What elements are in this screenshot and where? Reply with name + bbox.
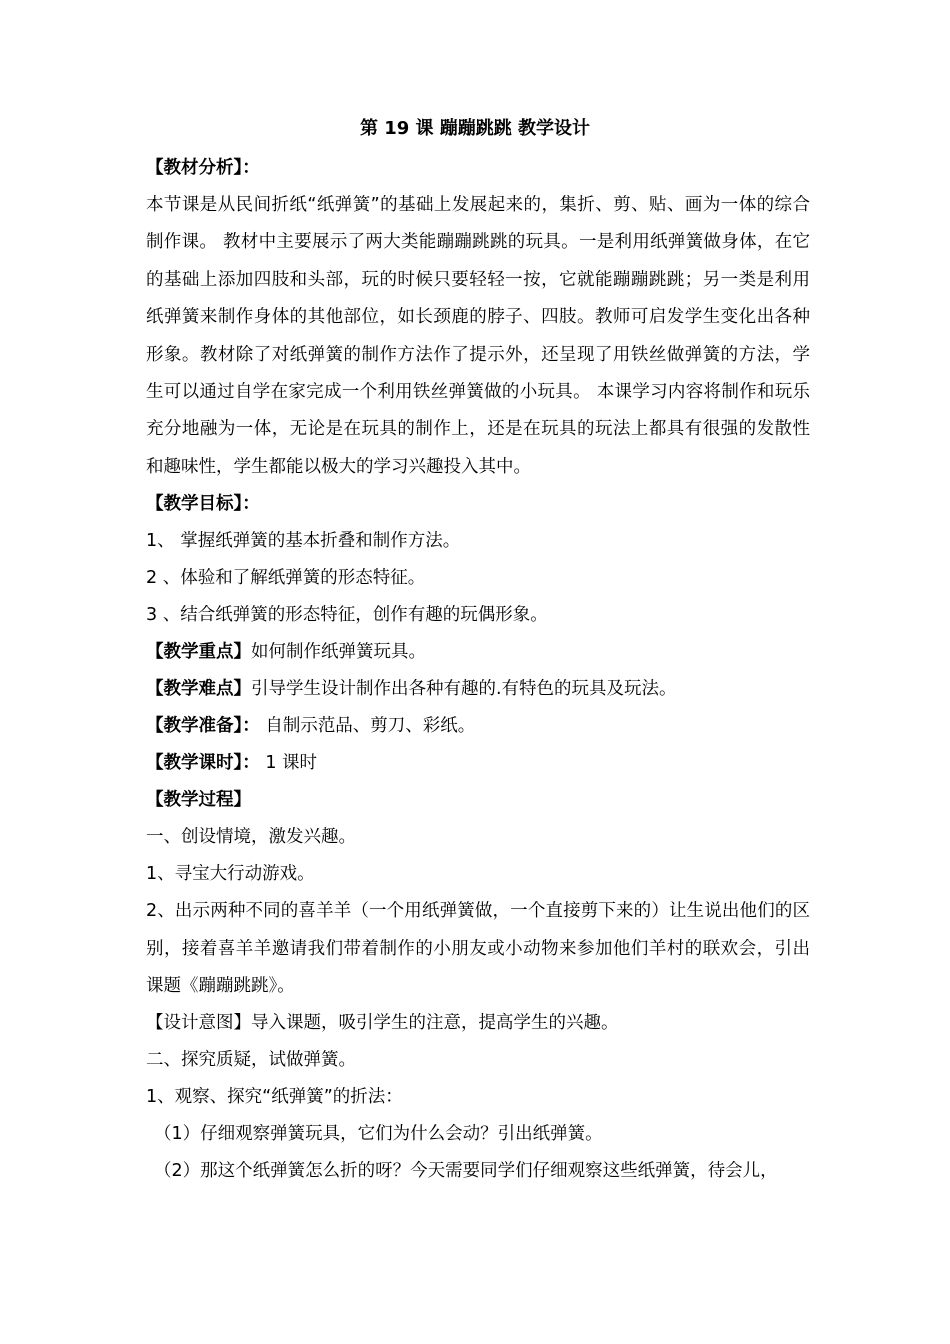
difficulty-row (146, 671, 810, 708)
preparation-label: 【教学准备】： (146, 716, 260, 737)
page-title: 第 19 课 蹦蹦跳跳 教学设计 (359, 118, 591, 139)
analysis-paragraph: 本节课是从民间折纸“纸弹簧”的基础上发展起来的，集折、剪、贴、画为一体的综合制作课。 教材中主要展示了两大类能蹦蹦跳跳的玩具。一是利用纸弹簧做身体，在它的基础上添加四肢和头部，玩的时候只要轻轻一按，它就能蹦蹦跳跳；另一类是利用纸弹簧来制作身体的其他部位，如长颈鹿的脖子、四肢。教师可启发学生变化出各种形象。教材除了对纸弹簧的制作方法作了提示外，还呈现了用铁丝做弹簧的方法，学生可以通过自学在家完成一个利用铁丝弹簧做的小玩具。 本课学习内容将制作和玩乐充分地融为一体，无论是在玩具的制作上，还是在玩具的玩法上都具有很强的发散性和趣味性，学生都能以极大的学习兴趣投入其中。 (146, 195, 810, 477)
key-point-row (146, 634, 810, 671)
step-1-item-2: 2、出示两种不同的喜羊羊（一个用纸弹簧做，一个直接剪下来的）让生说出他们的区别，接着喜羊羊邀请我们带着制作的小朋友或小动物来参加他们羊村的联欢会，引出课题《蹦蹦跳跳》。 (146, 901, 810, 997)
class-hours-text: 1 课时 (259, 753, 318, 774)
key-point-text: 如何制作纸弹簧玩具。 (251, 642, 426, 663)
step-2-title: 二、探究质疑，试做弹簧。 (146, 1050, 356, 1071)
goal-item-1: 1、 掌握纸弹簧的基本折叠和制作方法。 (146, 531, 461, 552)
key-point-label: 【教学重点】 (146, 642, 251, 663)
class-hours-row (146, 745, 810, 782)
step-2-sub-1: （1）仔细观察弹簧玩具，它们为什么会动？引出纸弹簧。 (154, 1124, 603, 1145)
class-hours-label: 【教学课时】： (146, 753, 260, 774)
analysis-heading: 【教材分析】： (146, 158, 260, 178)
step-1-title: 一、创设情境，激发兴趣。 (146, 827, 356, 848)
document-body (146, 150, 810, 1190)
step-2-item-1: 1、观察、探究“纸弹簧”的折法： (146, 1087, 403, 1108)
step-2-sub-2: （2）那这个纸弹簧怎么折的呀？今天需要同学们仔细观察这些纸弹簧，待会儿， (154, 1161, 778, 1182)
step-1-item-1: 1、寻宝大行动游戏。 (146, 864, 315, 885)
goal-item-2: 2 、体验和了解纸弹簧的形态特征。 (146, 568, 426, 589)
process-heading: 【教学过程】 (146, 790, 251, 811)
preparation-text: 自制示范品、剪刀、彩纸。 (259, 716, 476, 737)
goal-item-3: 3 、结合纸弹簧的形态特征，创作有趣的玩偶形象。 (146, 605, 548, 626)
design-intent: 【设计意图】导入课题，吸引学生的注意，提高学生的兴趣。 (146, 1013, 619, 1034)
difficulty-label: 【教学难点】 (146, 679, 251, 700)
preparation-row (146, 708, 810, 745)
goals-heading: 【教学目标】： (146, 494, 260, 515)
difficulty-text: 引导学生设计制作出各种有趣的.有特色的玩具及玩法。 (251, 679, 677, 700)
